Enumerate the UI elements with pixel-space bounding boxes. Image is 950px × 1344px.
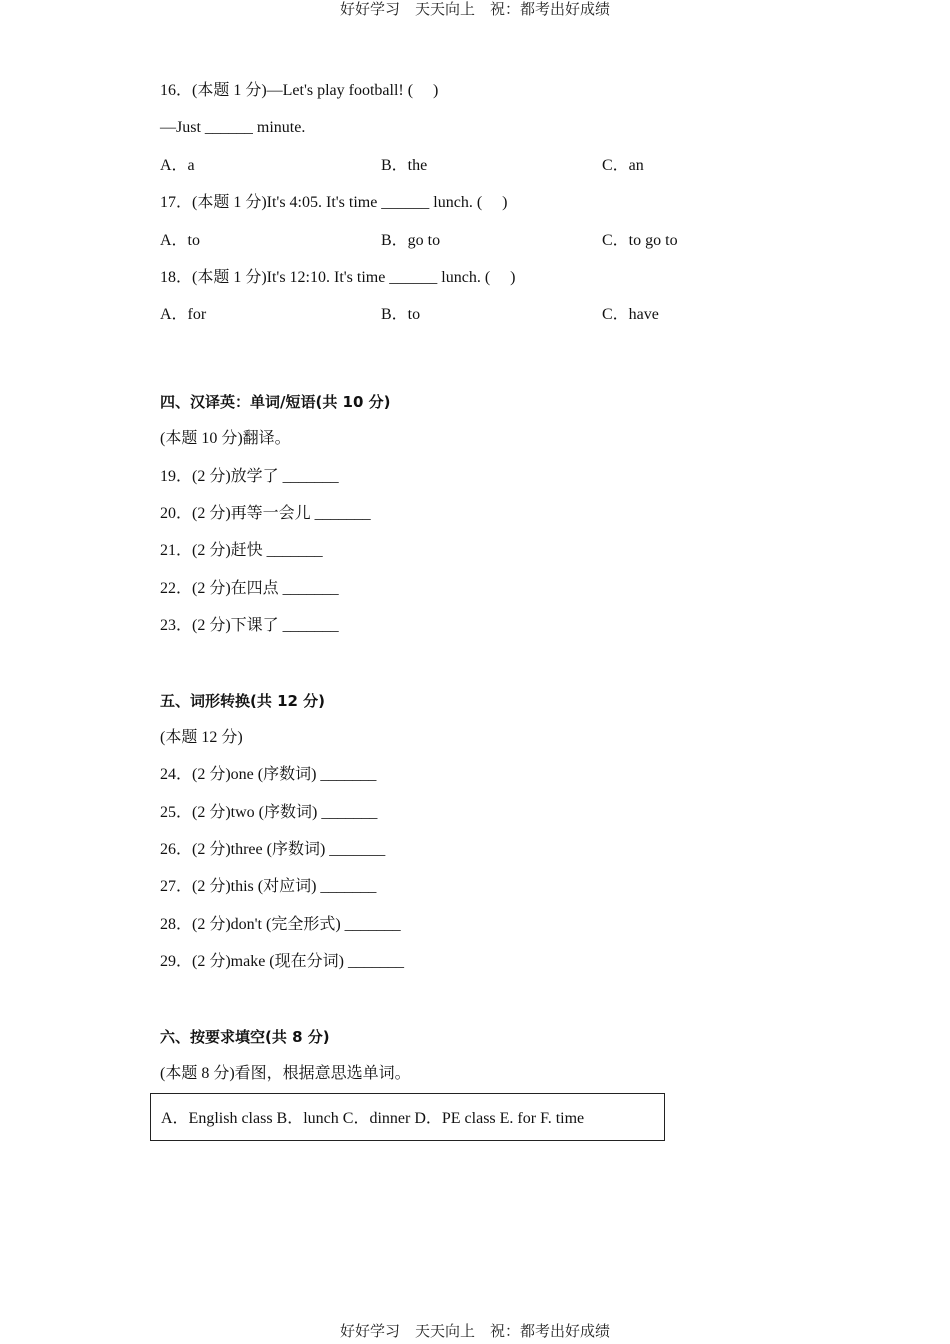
question-23: 23．(2 分)下课了 _______ — [160, 617, 339, 634]
section-6-intro: (本题 8 分)看图，根据意思选单词。 — [160, 1065, 411, 1082]
question-16-stem: 16．(本题 1 分)—Let's play football! ( ) — [160, 82, 439, 99]
question-27: 27．(2 分)this (对应词) _______ — [160, 878, 377, 895]
question-17-option-b: B．go to — [381, 232, 441, 249]
question-16-option-c: C．an — [602, 157, 644, 174]
section-4-intro: (本题 10 分)翻译。 — [160, 430, 291, 447]
question-21: 21．(2 分)赶快 _______ — [160, 542, 323, 559]
question-28: 28．(2 分)don't (完全形式) _______ — [160, 916, 401, 933]
question-29: 29．(2 分)make (现在分词) _______ — [160, 953, 404, 970]
question-16-line2: —Just ______ minute. — [160, 119, 306, 136]
question-22: 22．(2 分)在四点 _______ — [160, 580, 339, 597]
section-6-title: 六、按要求填空(共 8 分) — [160, 1028, 330, 1046]
question-16-option-a: A．a — [160, 157, 195, 174]
question-17-option-a: A．to — [160, 232, 201, 249]
section-4-title: 四、汉译英：单词/短语(共 10 分) — [160, 393, 391, 411]
question-19: 19．(2 分)放学了 _______ — [160, 468, 339, 485]
question-18-option-a: A．for — [160, 306, 207, 323]
page-header: 好好学习 天天向上 祝：都考出好成绩 — [339, 0, 610, 18]
question-20: 20．(2 分)再等一会儿 _______ — [160, 505, 371, 522]
question-18-stem: 18．(本题 1 分)It's 12:10. It's time ______ lunch. ( ) — [160, 269, 516, 286]
question-18-option-c: C．have — [602, 306, 659, 323]
page-footer: 好好学习 天天向上 祝：都考出好成绩 — [339, 1322, 610, 1340]
question-24: 24．(2 分)one (序数词) _______ — [160, 766, 377, 783]
question-17-option-c: C．to go to — [602, 232, 678, 249]
question-25: 25．(2 分)two (序数词) _______ — [160, 804, 378, 821]
word-bank-box — [150, 1093, 665, 1141]
question-26: 26．(2 分)three (序数词) _______ — [160, 841, 386, 858]
word-bank-text: A．English class B．lunch C．dinner D．PE class E. for F. time — [161, 1110, 585, 1127]
section-5-intro: (本题 12 分) — [160, 729, 243, 746]
question-17-stem: 17．(本题 1 分)It's 4:05. It's time ______ lunch. ( ) — [160, 194, 508, 211]
question-18-option-b: B．to — [381, 306, 421, 323]
question-16-option-b: B．the — [381, 157, 428, 174]
section-5-title: 五、词形转换(共 12 分) — [160, 692, 326, 710]
